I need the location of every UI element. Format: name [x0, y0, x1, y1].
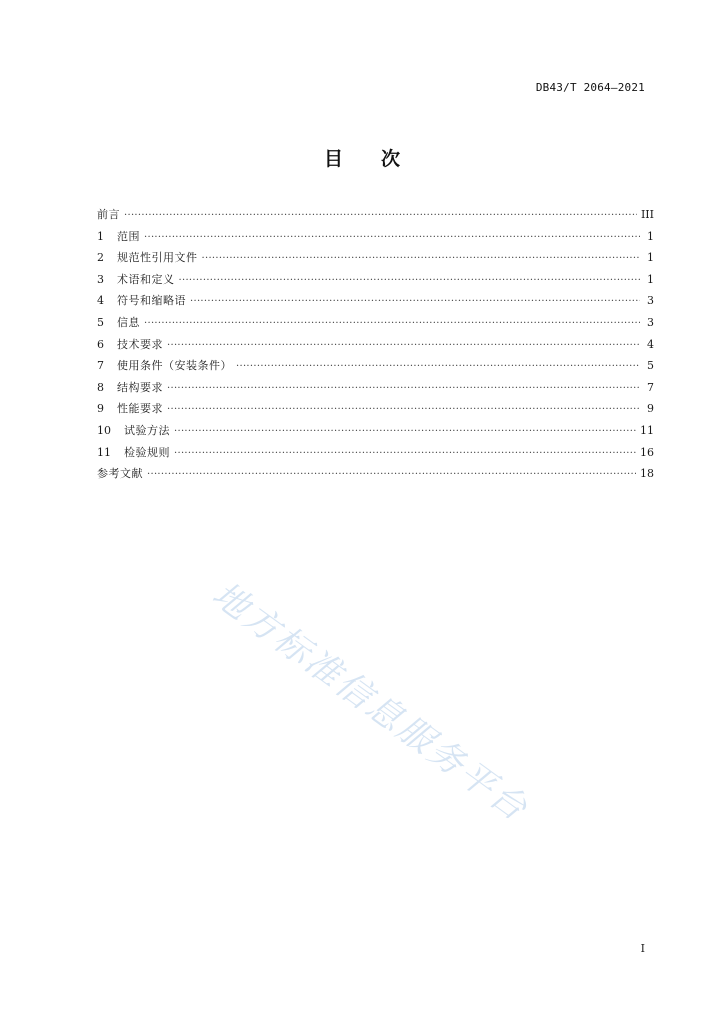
- toc-entry-2[interactable]: [97, 247, 654, 269]
- document-code: DB43/T 2064—2021: [535, 81, 645, 94]
- page-number: I: [640, 942, 645, 955]
- toc-entry-page: 1: [647, 272, 654, 286]
- toc-entry-label: 性能要求: [117, 402, 163, 416]
- toc-leader-dots: [236, 356, 640, 378]
- toc-entry-page: 3: [647, 315, 654, 329]
- toc-entry-4[interactable]: [97, 290, 654, 312]
- toc-entry-8[interactable]: [97, 377, 654, 399]
- toc-entry-label: 术语和定义: [117, 272, 175, 286]
- toc-entry-number: 10: [97, 423, 111, 437]
- toc-entry-11[interactable]: [97, 442, 654, 464]
- toc-entry-7[interactable]: [97, 355, 654, 377]
- toc-leader-dots: [147, 464, 636, 486]
- toc-entry-references[interactable]: [97, 463, 654, 485]
- toc-leader-dots: [144, 313, 640, 335]
- toc-leader-dots: [144, 227, 640, 249]
- toc-entry-5[interactable]: [97, 312, 654, 334]
- toc-entry-number: 11: [97, 445, 111, 459]
- toc-entry-label: 试验方法: [124, 423, 170, 437]
- toc-entry-page: 3: [647, 294, 654, 308]
- toc-entry-page: 4: [647, 337, 654, 351]
- toc-entry-label: 使用条件（安装条件）: [117, 359, 232, 373]
- toc-leader-dots: [124, 205, 637, 227]
- toc-entry-9[interactable]: [97, 398, 654, 420]
- toc-entry-number: 4: [97, 294, 104, 308]
- toc-title-part2: 次: [381, 148, 401, 170]
- toc-entry-page: III: [640, 208, 654, 221]
- toc-entry-label: 检验规则: [124, 445, 170, 459]
- toc-entry-label: 结构要求: [117, 380, 163, 394]
- toc-entry-page: 9: [647, 402, 654, 416]
- toc-entry-number: 5: [97, 315, 104, 329]
- toc-entry-label: 规范性引用文件: [117, 251, 198, 265]
- toc-entry-page: 5: [647, 359, 654, 373]
- toc-entry-page: 11: [640, 423, 654, 437]
- toc-entry-foreword[interactable]: [97, 204, 654, 226]
- toc-entry-number: 7: [97, 359, 104, 373]
- toc-leader-dots: [167, 399, 640, 421]
- toc-entry-label: 参考文献: [97, 467, 143, 481]
- toc-entry-label: 符号和缩略语: [117, 294, 186, 308]
- toc-entry-1[interactable]: [97, 226, 654, 248]
- toc-entry-number: 1: [97, 229, 104, 243]
- toc-leader-dots: [174, 443, 636, 465]
- toc-entry-label: 技术要求: [117, 337, 163, 351]
- toc-entry-number: 6: [97, 337, 104, 351]
- table-of-contents: [97, 204, 654, 485]
- toc-title: [0, 144, 724, 171]
- toc-entry-label: 前言: [97, 208, 120, 221]
- toc-leader-dots: [167, 335, 640, 357]
- toc-entry-number: 3: [97, 272, 104, 286]
- toc-entry-10[interactable]: [97, 420, 654, 442]
- toc-leader-dots: [167, 378, 640, 400]
- toc-leader-dots: [174, 421, 636, 443]
- toc-entry-3[interactable]: [97, 269, 654, 291]
- toc-entry-6[interactable]: [97, 334, 654, 356]
- watermark: 地方标准信息服务平台: [204, 574, 536, 831]
- toc-entry-page: 7: [647, 380, 654, 394]
- toc-leader-dots: [190, 291, 640, 313]
- toc-entry-number: 2: [97, 251, 104, 265]
- toc-entry-page: 1: [647, 251, 654, 265]
- toc-entry-number: 9: [97, 402, 104, 416]
- toc-entry-page: 16: [640, 445, 654, 459]
- toc-entry-label: 范围: [117, 229, 140, 243]
- toc-entry-label: 信息: [117, 315, 140, 329]
- toc-entry-page: 18: [640, 467, 654, 481]
- toc-leader-dots: [179, 270, 641, 292]
- toc-leader-dots: [202, 248, 641, 270]
- toc-entry-number: 8: [97, 380, 104, 394]
- toc-entry-page: 1: [647, 229, 654, 243]
- toc-title-part1: 目: [323, 148, 343, 170]
